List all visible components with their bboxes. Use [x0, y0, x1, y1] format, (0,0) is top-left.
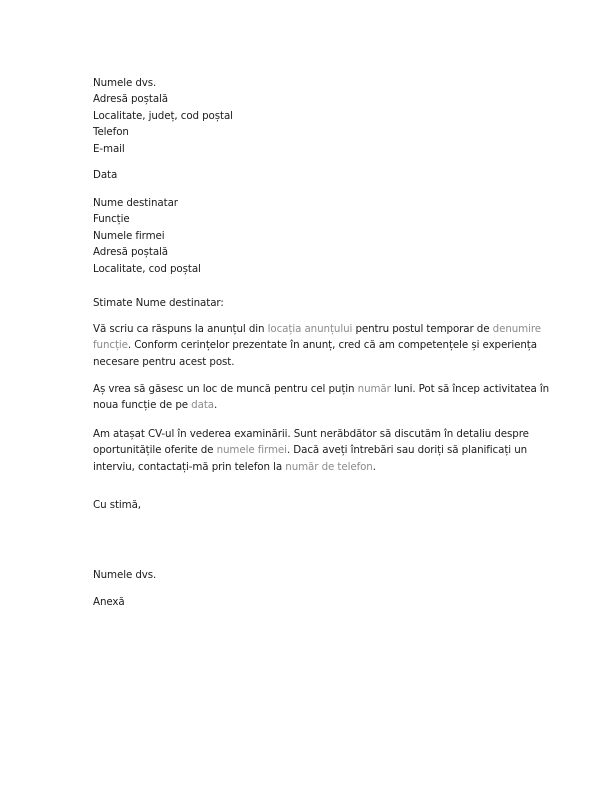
- placeholder-company-name: numele firmei: [216, 444, 287, 457]
- paragraph-1-line-3: necesare pentru acest post.: [93, 355, 235, 368]
- recipient-city: Localitate, cod poștal: [93, 262, 201, 275]
- text-run: interviu, contactați-mă prin telefon la: [93, 460, 286, 473]
- salutation: Stimate Nume destinatar:: [93, 297, 224, 309]
- text-run: . Conform cerințelor prezentate în anunț, cred că am competențele și experiența: [127, 339, 537, 352]
- recipient-name: Nume destinatar: [93, 197, 178, 209]
- text-run: luni. Pot să încep activitatea în: [390, 383, 550, 395]
- signature-name: Numele dvs.: [93, 569, 157, 581]
- sender-phone: Telefon: [93, 126, 129, 139]
- date-block: [93, 167, 533, 183]
- paragraph-3: [93, 426, 533, 475]
- paragraph-1-line-2: [93, 337, 537, 353]
- salutation-block: [93, 295, 533, 311]
- paragraph-2: [93, 381, 550, 414]
- text-run: oportunitățile oferite de: [93, 444, 217, 457]
- paragraph-3-line-1: Am atașat CV-ul în vederea examinării. Sunt nerăbdător să discutăm în detaliu despre: [93, 428, 529, 440]
- text-run: noua funcție de pe: [93, 399, 192, 412]
- enclosure-block: [93, 594, 533, 610]
- paragraph-2-line-2: [93, 397, 533, 413]
- placeholder-job-title-part-1: denumire: [492, 323, 542, 335]
- signature-block: [93, 567, 533, 583]
- sender-name: Numele dvs.: [93, 77, 157, 89]
- sender-block: [93, 75, 533, 157]
- recipient-block: [93, 195, 533, 277]
- sender-email: E-mail: [93, 142, 125, 155]
- paragraph-3-line-3: [93, 459, 533, 475]
- text-run: Aș vrea să găsesc un loc de muncă pentru cel puțin: [93, 383, 358, 395]
- text-run: . Dacă aveți întrebări sau doriți să planificați un: [286, 444, 528, 457]
- placeholder-job-title-part-2: funcție: [93, 339, 128, 352]
- text-run: .: [213, 399, 218, 412]
- closing-block: [93, 497, 533, 513]
- text-run: .: [372, 460, 376, 473]
- placeholder-phone-number: număr de telefon: [285, 460, 373, 473]
- letter-date: Data: [93, 169, 118, 181]
- paragraph-2-line-1: [93, 381, 550, 397]
- paragraph-1-line-1: [93, 321, 542, 337]
- text-run: Vă scriu ca răspuns la anunțul din: [93, 323, 268, 335]
- enclosure: Anexă: [93, 596, 125, 608]
- paragraph-3-line-2: [93, 442, 533, 458]
- closing: Cu stimă,: [93, 499, 141, 511]
- recipient-title: Funcție: [93, 213, 130, 226]
- sender-address: Adresă poștală: [93, 93, 169, 106]
- sender-city: Localitate, județ, cod poștal: [93, 109, 233, 122]
- text-run: pentru postul temporar de: [352, 323, 493, 335]
- placeholder-number: număr: [357, 383, 391, 395]
- paragraph-1: [93, 321, 542, 370]
- recipient-company: Numele firmei: [93, 229, 165, 242]
- placeholder-start-date: data: [191, 399, 214, 412]
- recipient-address: Adresă poștală: [93, 246, 169, 259]
- placeholder-ad-location: locația anunțului: [267, 323, 353, 335]
